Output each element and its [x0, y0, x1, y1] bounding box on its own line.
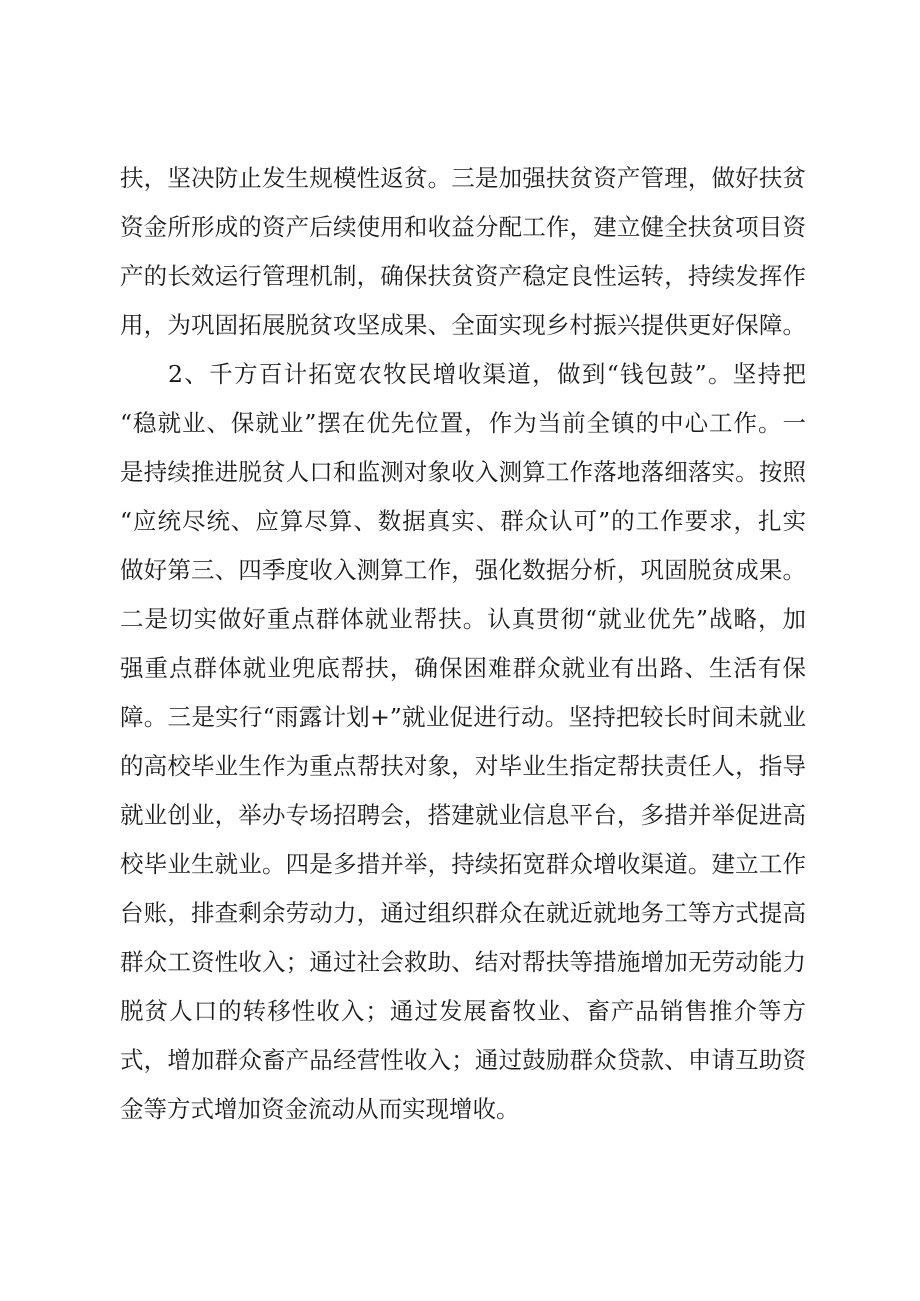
text-line: 金等方式增加资金流动从而实现增收。 — [120, 1095, 520, 1123]
text-line: 就业创业，举办专场招聘会，搭建就业信息平台，多措并举促进高 — [120, 801, 806, 829]
text-line: 做好第三、四季度收入测算工作，强化数据分析，巩固脱贫成果。 — [120, 556, 806, 584]
text-line: 2、千方百计拓宽农牧民增收渠道，做到“钱包鼓”。坚持把 — [168, 360, 806, 388]
text-line: 资金所形成的资产后续使用和收益分配工作，建立健全扶贫项目资 — [120, 213, 806, 241]
text-line: “稳就业、保就业”摆在优先位置，作为当前全镇的中心工作。一 — [120, 409, 806, 437]
text-line: 式，增加群众畜产品经营性收入；通过鼓励群众贷款、申请互助资 — [120, 1046, 806, 1074]
text-line: “应统尽统、应算尽算、数据真实、群众认可”的工作要求，扎实 — [120, 507, 806, 535]
text-line: 扶，坚决防止发生规模性返贫。三是加强扶贫资产管理，做好扶贫 — [120, 164, 806, 192]
text-line: 脱贫人口的转移性收入；通过发展畜牧业、畜产品销售推介等方 — [120, 997, 806, 1025]
text-line: 二是切实做好重点群体就业帮扶。认真贯彻“就业优先”战略，加 — [120, 605, 806, 633]
text-line: 的高校毕业生作为重点帮扶对象，对毕业生指定帮扶责任人，指导 — [120, 752, 806, 780]
text-line: 产的长效运行管理机制，确保扶贫资产稳定良性运转，持续发挥作 — [120, 262, 806, 290]
text-line: 障。三是实行“雨露计划+”就业促进行动。坚持把较长时间未就业 — [120, 703, 806, 731]
text-line: 强重点群体就业兜底帮扶，确保困难群众就业有出路、生活有保 — [120, 654, 806, 682]
paragraph-income-channels — [120, 350, 806, 1134]
text-line: 是持续推进脱贫人口和监测对象收入测算工作落地落细落实。按照 — [120, 458, 806, 486]
text-line: 校毕业生就业。四是多措并举，持续拓宽群众增收渠道。建立工作 — [120, 850, 806, 878]
text-line: 用，为巩固拓展脱贫攻坚成果、全面实现乡村振兴提供更好保障。 — [120, 311, 806, 339]
paragraph-continuation — [120, 154, 806, 350]
text-line: 台账，排查剩余劳动力，通过组织群众在就近就地务工等方式提高 — [120, 899, 806, 927]
text-line: 群众工资性收入；通过社会救助、结对帮扶等措施增加无劳动能力 — [120, 948, 806, 976]
